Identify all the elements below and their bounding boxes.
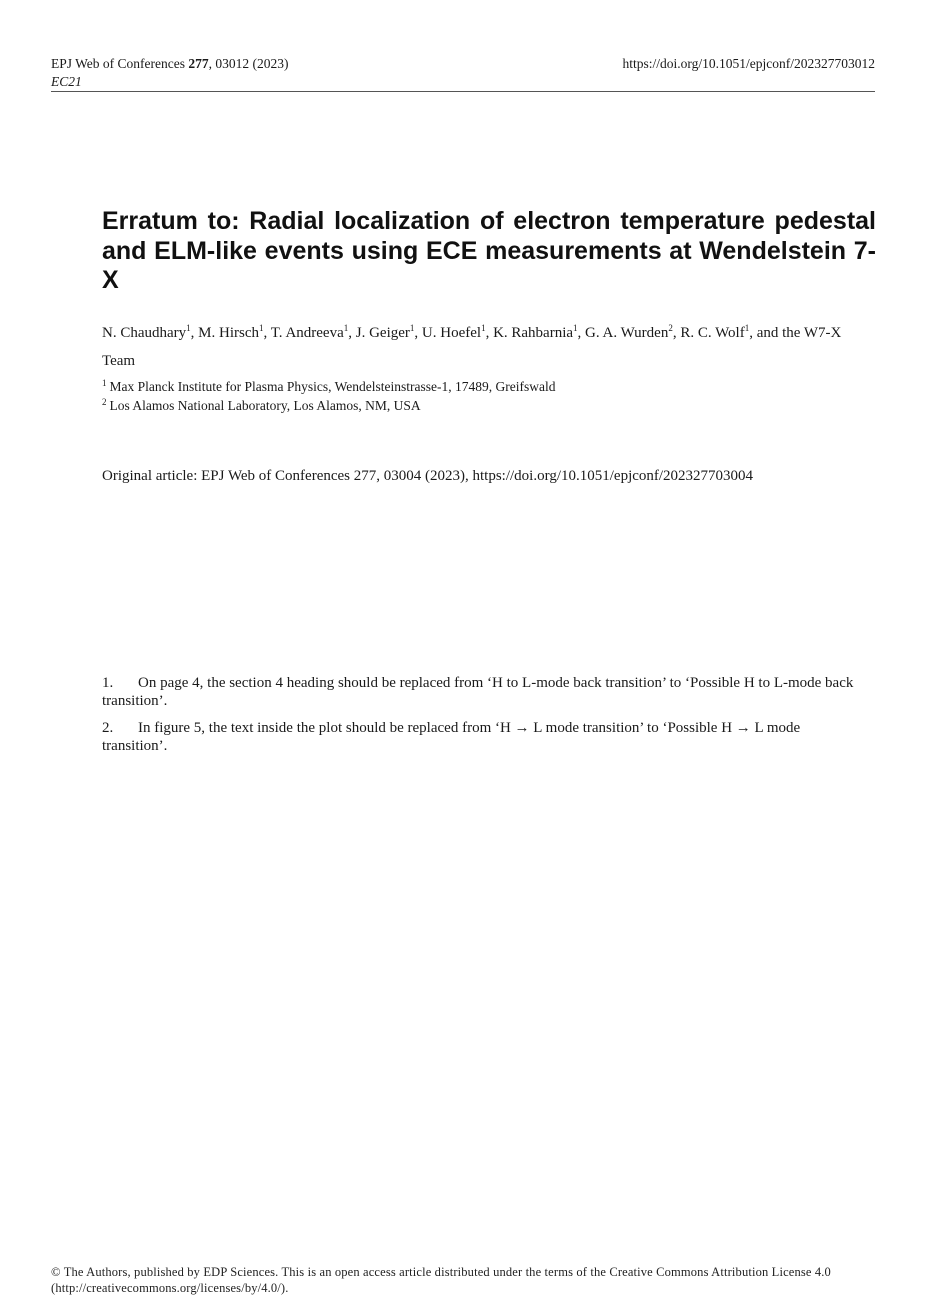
- original-article-reference: Original article: EPJ Web of Conferences 277, 03004 (2023), https://doi.org/10.1051/epjconf/202327703004: [102, 468, 754, 484]
- affiliation-list: [102, 377, 862, 415]
- author-names: N. Chaudhary$^1$, M. Hirsch$^1$, T. Andreeva$^1$, J. Geiger$^1$, U. Hoefel$^1$, K. Rahbarnia$^1$, G. A. Wurden$^2$, R. C. Wolf$^1$: [102, 323, 750, 341]
- author-name: T. Andreeva: [270, 325, 344, 341]
- author-name: K. Rahbarnia: [493, 325, 574, 341]
- affiliation-2: [102, 396, 862, 415]
- author-list: [102, 319, 862, 375]
- author-name: J. Geiger: [355, 325, 410, 341]
- section-code: EC21: [51, 74, 82, 89]
- page-header: [51, 55, 875, 92]
- license-line-1: © The Authors, published by EDP Sciences. This is an open access article distributed under the terms of the Creative Commons Attribution License 4.0: [51, 1265, 831, 1279]
- author-affiliation-mark: 1: [258, 323, 264, 333]
- license-link[interactable]: (http://creativecommons.org/licenses/by/4.0/).: [51, 1281, 289, 1295]
- affiliation-number: 2: [102, 396, 107, 407]
- affiliation-number: 1: [102, 377, 107, 388]
- authors-tail: , and the W7-X Team: [102, 325, 842, 369]
- author-affiliation-mark: 2: [668, 323, 673, 333]
- author-affiliation-mark: 1: [409, 323, 415, 333]
- header-doi-link[interactable]: https://doi.org/10.1051/epjconf/202327703012: [622, 56, 875, 71]
- author-name: U. Hoefel: [421, 325, 482, 341]
- author-affiliation-mark: 1: [481, 323, 486, 333]
- author-name: M. Hirsch: [198, 325, 259, 341]
- author-name: N. Chaudhary: [102, 325, 187, 341]
- author-name: R. C. Wolf: [680, 325, 745, 341]
- journal-issue-year: , 03012 (2023): [208, 56, 289, 71]
- author-name: G. A. Wurden: [585, 325, 669, 341]
- author-affiliation-mark: 1: [343, 323, 349, 333]
- affiliation-text: Max Planck Institute for Plasma Physics, Wendelsteinstrasse-1, 17489, Greifswald: [109, 379, 556, 394]
- erratum-item-1: [102, 674, 862, 710]
- affiliation-text: Los Alamos National Laboratory, Los Alamos, NM, USA: [109, 398, 421, 413]
- header-citation: [51, 55, 289, 91]
- affiliation-1: [102, 377, 862, 396]
- author-affiliation-mark: 1: [186, 323, 191, 333]
- journal-name: EPJ Web of Conferences: [51, 56, 189, 71]
- erratum-number: 2.: [102, 720, 114, 736]
- erratum-number: 1.: [102, 675, 114, 691]
- journal-volume: 277: [188, 56, 209, 71]
- author-affiliation-mark: 1: [573, 323, 578, 333]
- article-title: Erratum to: Radial localization of electron temperature pedestal and ELM-like events using ECE measurements at Wendelstein 7-X: [102, 207, 876, 294]
- author-affiliation-mark: 1: [744, 323, 750, 333]
- erratum-text: On page 4, the section 4 heading should be replaced from ‘H to L-mode back transition’ to ‘Possible H to L-mode back transition’.: [102, 675, 854, 709]
- license-footer: [51, 1264, 881, 1296]
- errata-list: [102, 674, 862, 764]
- journal-citation: [51, 55, 289, 73]
- erratum-item-2: [102, 719, 862, 755]
- erratum-text: In figure 5, the text inside the plot should be replaced from ‘H → L mode transition’ to ‘Possible H → L mode transition’.: [102, 720, 801, 754]
